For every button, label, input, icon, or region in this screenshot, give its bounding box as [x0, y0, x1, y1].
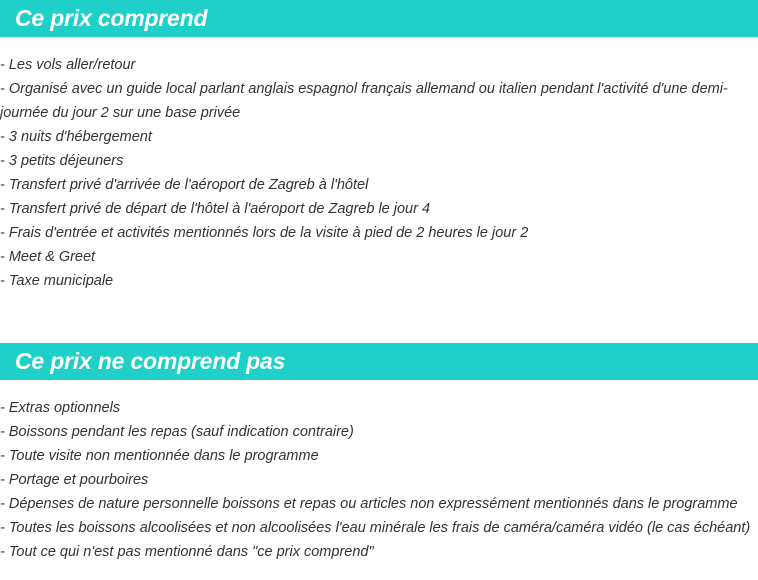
list-item: - Portage et pourboires: [0, 472, 149, 488]
list-item: - Boissons pendant les repas (sauf indication contraire): [0, 424, 354, 440]
list-item: - Transfert privé de départ de l'hôtel à l'aéroport de Zagreb le jour 4: [0, 201, 431, 217]
list-item: - Toutes les boissons alcoolisées et non alcoolisées l'eau minérale les frais de caméra/caméra vidéo (le cas échéant): [0, 520, 751, 536]
includes-title: Ce prix comprend: [15, 5, 208, 31]
excludes-title: Ce prix ne comprend pas: [15, 348, 286, 374]
excludes-list: [0, 396, 751, 564]
includes-section-header: [0, 0, 758, 37]
includes-list: [0, 53, 740, 293]
list-item: - Taxe municipale: [0, 273, 114, 289]
list-item: - 3 petits déjeuners: [0, 153, 124, 169]
list-item: - Extras optionnels: [0, 400, 121, 416]
list-item: - Toute visite non mentionnée dans le programme: [0, 448, 319, 464]
list-item: - Dépenses de nature personnelle boissons et repas ou articles non expressément mentionnés dans le programme: [0, 496, 738, 512]
list-item: - Frais d'entrée et activités mentionnés lors de la visite à pied de 2 heures le jour 2: [0, 225, 529, 241]
excludes-section-header: [0, 343, 758, 380]
list-item: - Transfert privé d'arrivée de l'aéroport de Zagreb à l'hôtel: [0, 177, 369, 193]
list-item: - Les vols aller/retour: [0, 57, 136, 73]
list-item: - Organisé avec un guide local parlant anglais espagnol français allemand ou italien pendant l'activité d'une demi-journée du jour 2 sur une base privée: [0, 81, 728, 121]
list-item: - Tout ce qui n'est pas mentionné dans "ce prix comprend": [0, 544, 374, 560]
list-item: - Meet & Greet: [0, 249, 96, 265]
list-item: - 3 nuits d'hébergement: [0, 129, 152, 145]
